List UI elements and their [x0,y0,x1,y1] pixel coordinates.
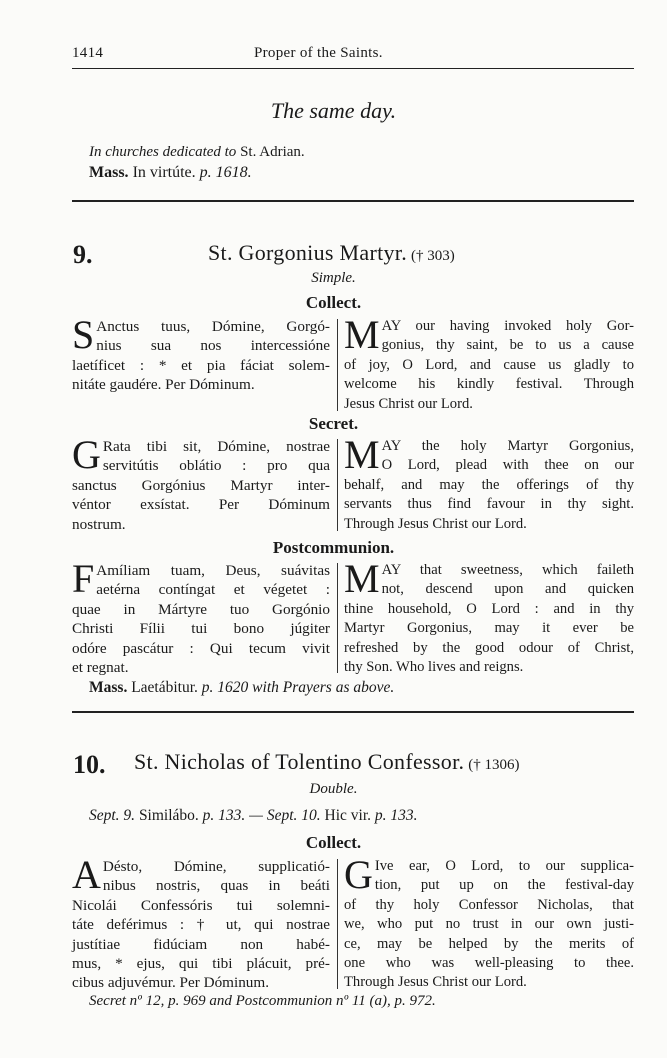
secret-heading: Secret. [308,414,359,433]
feast-rank: Simple. [311,270,356,286]
column-divider [337,859,338,989]
day9-mass-line [89,679,394,697]
feast-title: St. Nicholas of Tolentino Confessor. [134,749,465,774]
drop-cap: M [344,312,380,357]
mass-incipit: Laetábitur. [131,679,198,696]
feast-rank: Double. [309,781,358,797]
text-line: one who was well-pleasing to thee. [344,955,634,972]
text-line: Through Jesus Christ our Lord. [344,974,527,991]
text-line: of joy, O Lord, and cause us gladly to [344,356,634,373]
page-number: 1414 [72,45,104,61]
text-line: Through Jesus Christ our Lord. [344,515,527,532]
drop-cap: M [344,432,380,477]
collect-heading: Collect. [305,833,362,852]
text-line: we, who put no trust in our own justi- [344,916,634,933]
feast-title-line [134,749,520,775]
same-day-title: The same day. [270,98,397,123]
text-line: sanctus Gorgónius Martyr inter- [72,476,330,494]
english-postcommunion [344,556,634,677]
postcommunion-heading: Postcommunion. [272,538,395,557]
text-line: Martyr Gorgonius, may it ever be [344,620,634,637]
drop-cap: F [72,556,95,601]
text-line: nostrum. [72,515,126,533]
day-number: 9. [73,240,93,269]
day-number: 10. [73,750,106,779]
text-line: nitáte gaudére. Per Dóminum. [72,376,255,394]
text-line: thine household, O Lord : and in thy [344,600,634,617]
text-line: Christi Fílii tui bono júgiter [72,620,330,638]
drop-cap: G [72,432,101,477]
text-line: ce, may be helped by the merits of [344,935,634,952]
drop-cap: S [72,312,95,357]
text-line: nibus nostris, quas in beáti [102,877,330,895]
header-rule [72,68,634,69]
mass-date: Sept. 10. [266,807,321,824]
text-line: Nicolái Confessóris tui solemni- [72,896,330,914]
mass-incipit: In virtúte. [132,164,196,181]
text-line: not, descend upon and quicken [381,581,634,598]
text-line: AY the holy Martyr Gorgonius, [381,438,634,454]
footer-note: Secret nº 12, p. 969 and Postcommunion nº 11 (a), p. 972. [89,993,436,1009]
column-divider [337,563,338,673]
mass-ref: p. 1620 [201,679,249,696]
text-line: thy Son. Who lives and reigns. [344,659,524,676]
text-line: AY our having invoked holy Gor- [381,318,634,334]
death-year: († 303) [411,248,455,264]
section-rule [72,711,634,713]
text-line: gonius, thy saint, be to us a cause [381,337,634,354]
drop-cap: A [72,852,101,897]
latin-collect [72,312,330,395]
text-line: odóre pascátur : Qui tecum vivit [72,639,330,657]
same-day-mass-line [89,164,252,182]
text-line: laetíficet : * et pia fáciat solem- [72,356,330,374]
text-line: nius sua nos intercessióne [96,337,330,355]
latin-secret [72,432,330,534]
feast-title: St. Gorgonius Martyr. [208,240,408,265]
text-line: justítiae fidúciam non habé- [72,935,330,953]
text-line: behalf, and may the offerings of thy [344,476,634,493]
drop-cap: G [344,852,373,897]
text-line: welcome his kindly festival. Through [344,376,634,393]
text-line: tion, put up on the festival-day [374,877,634,894]
english-collect [344,312,634,414]
mass-ref: p. 133. — [202,807,263,824]
mass-date: Sept. 9. [89,807,136,824]
mass-ref: p. 1618. [199,164,252,181]
text-line: servitútis oblátio : pro qua [102,457,330,475]
text-line: servants thus find favour in thy sight. [344,496,634,513]
text-line: refreshed by the good odour of Christ, [344,639,634,656]
text-line: cibus adjuvémur. Per Dóminum. [72,974,269,992]
collect-heading: Collect. [305,293,362,312]
text-line: aetérna contíngat et végetet : [96,581,330,599]
feast-title-line [208,240,455,266]
death-year: († 1306) [468,757,520,773]
churches-line [89,144,305,161]
text-line: véntor exsístat. Per Dóminum [72,496,330,514]
mass-ref: p. 133. [374,807,418,824]
text-line: táte deférimus : † ut, qui nostrae [72,916,330,934]
text-line: Anctus tuus, Dómine, Gorgó- [96,318,330,335]
text-line: Ive ear, O Lord, to our supplica- [374,858,634,874]
masses-line [89,807,418,825]
mass-incipit: Similábo. [138,807,199,824]
mass-incipit: Hic vir. [324,807,372,824]
section-rule [72,200,634,202]
text-line: Amíliam tuam, Deus, suávitas [96,562,330,579]
text-line: mus, * ejus, qui tibi plácuit, pré- [72,955,330,973]
latin-collect [72,852,330,993]
text-line: O Lord, plead with thee on our [381,457,634,474]
text-line: quae in Mártyre tuo Gorgónio [72,600,330,618]
mass-label: Mass. [89,679,128,696]
drop-cap: M [344,556,380,601]
churches-saint: St. Adrian. [240,144,305,160]
running-title: Proper of the Saints. [254,45,383,61]
churches-prefix: In churches dedicated to [89,144,237,160]
text-line: Jesus Christ our Lord. [344,395,473,412]
text-line: AY that sweetness, which faileth [381,562,634,578]
text-line: Rata tibi sit, Dómine, nostrae [102,438,330,455]
english-collect [344,852,634,993]
text-line: et regnat. [72,659,129,677]
mass-label: Mass. [89,164,129,181]
english-secret [344,432,634,534]
latin-postcommunion [72,556,330,677]
column-divider [337,319,338,411]
column-divider [337,439,338,531]
text-line: Désto, Dómine, supplicatió- [102,858,330,875]
text-line: of thy holy Confessor Nicholas, that [344,896,634,913]
mass-suffix: with Prayers as above. [252,679,395,696]
